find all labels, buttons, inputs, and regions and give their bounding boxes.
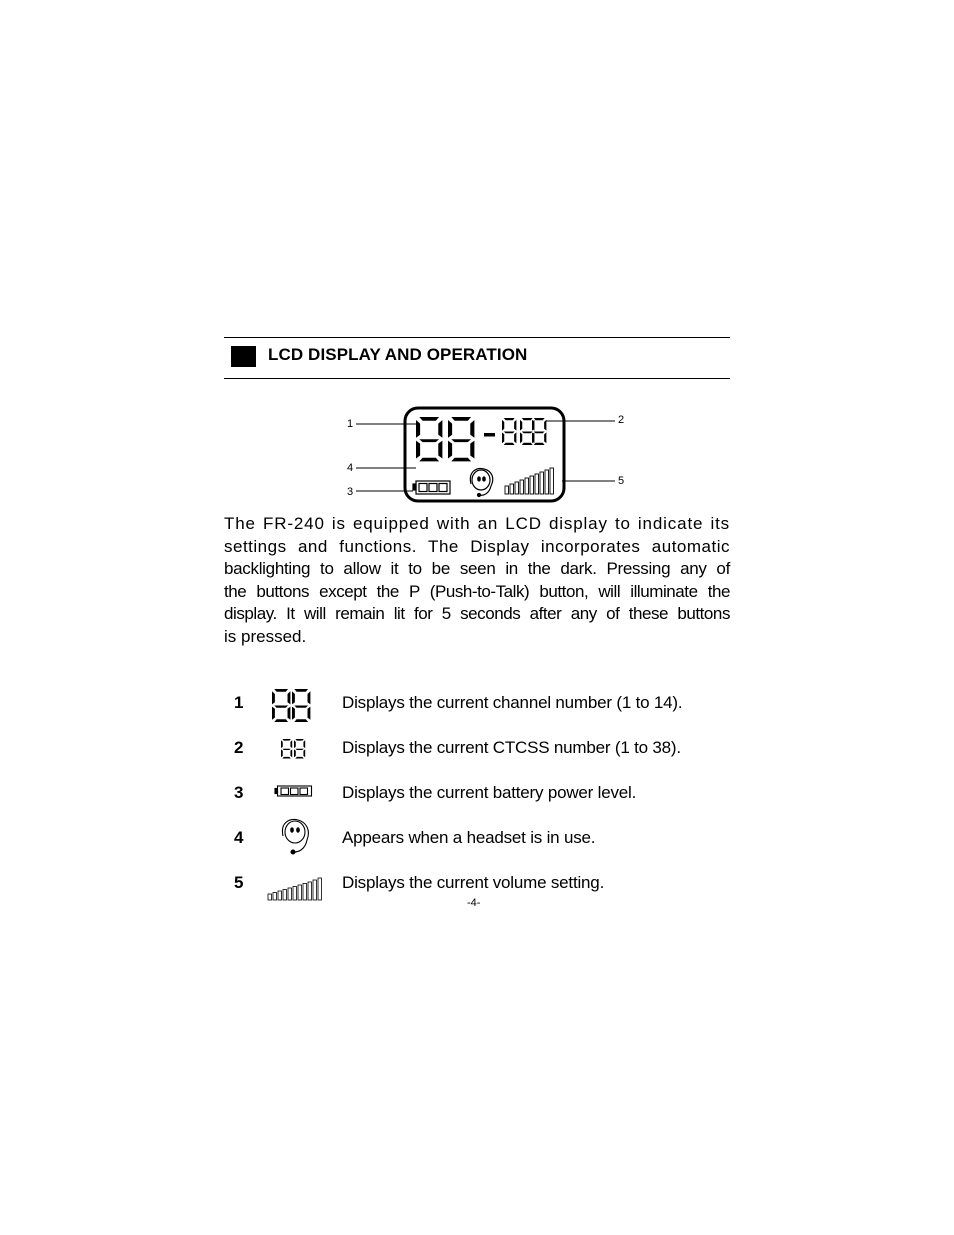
legend-number: 4 (234, 828, 244, 847)
page-number: -4- (467, 897, 481, 909)
callout-5: 5 (618, 475, 625, 487)
battery-icon (264, 771, 326, 816)
lcd-dash (484, 433, 495, 437)
legend-description: Displays the current battery power level. (342, 783, 637, 802)
intro-line: the buttons except the P (Push-to-Talk) button, will illuminate the (224, 581, 730, 601)
legend-number: 3 (234, 783, 244, 802)
legend-description: Displays the current volume setting. (342, 873, 605, 892)
legend-description: Displays the current CTCSS number (1 to 38). (342, 738, 681, 757)
section-marker (231, 346, 256, 367)
intro-paragraph (224, 513, 730, 648)
callout-3: 3 (347, 486, 354, 498)
legend-row (224, 816, 730, 861)
lcd-illustration (340, 400, 630, 510)
legend-number: 2 (234, 738, 244, 757)
intro-line: settings and functions. The Display incorporates automatic (224, 536, 730, 556)
volume-bars-icon (264, 861, 326, 906)
intro-line: The FR-240 is equipped with an LCD display to indicate its (224, 514, 730, 533)
legend-description: Appears when a headset is in use. (342, 828, 596, 847)
icon-legend (224, 681, 730, 906)
lcd-diagram (340, 400, 630, 515)
section-rule-top (224, 337, 730, 338)
legend-row (224, 726, 730, 771)
intro-line: display. It will remain lit for 5 seconds after any of these buttons (224, 604, 730, 623)
intro-line: is pressed. (224, 626, 307, 646)
callout-1: 1 (347, 418, 354, 430)
large-seven-segment-digits-icon (264, 681, 326, 726)
legend-row (224, 681, 730, 726)
legend-description: Displays the current channel number (1 to 14). (342, 693, 683, 712)
callout-2: 2 (618, 414, 625, 426)
callout-4: 4 (347, 462, 354, 474)
section-rule-bottom (224, 378, 730, 379)
legend-row (224, 771, 730, 816)
intro-line: backlighting to allow it to be seen in the dark. Pressing any of (224, 559, 730, 578)
small-seven-segment-digits-icon (264, 726, 326, 771)
headset-icon (264, 816, 326, 861)
legend-number: 5 (234, 873, 244, 892)
legend-number: 1 (234, 693, 244, 712)
section-title: LCD DISPLAY AND OPERATION (268, 345, 528, 364)
